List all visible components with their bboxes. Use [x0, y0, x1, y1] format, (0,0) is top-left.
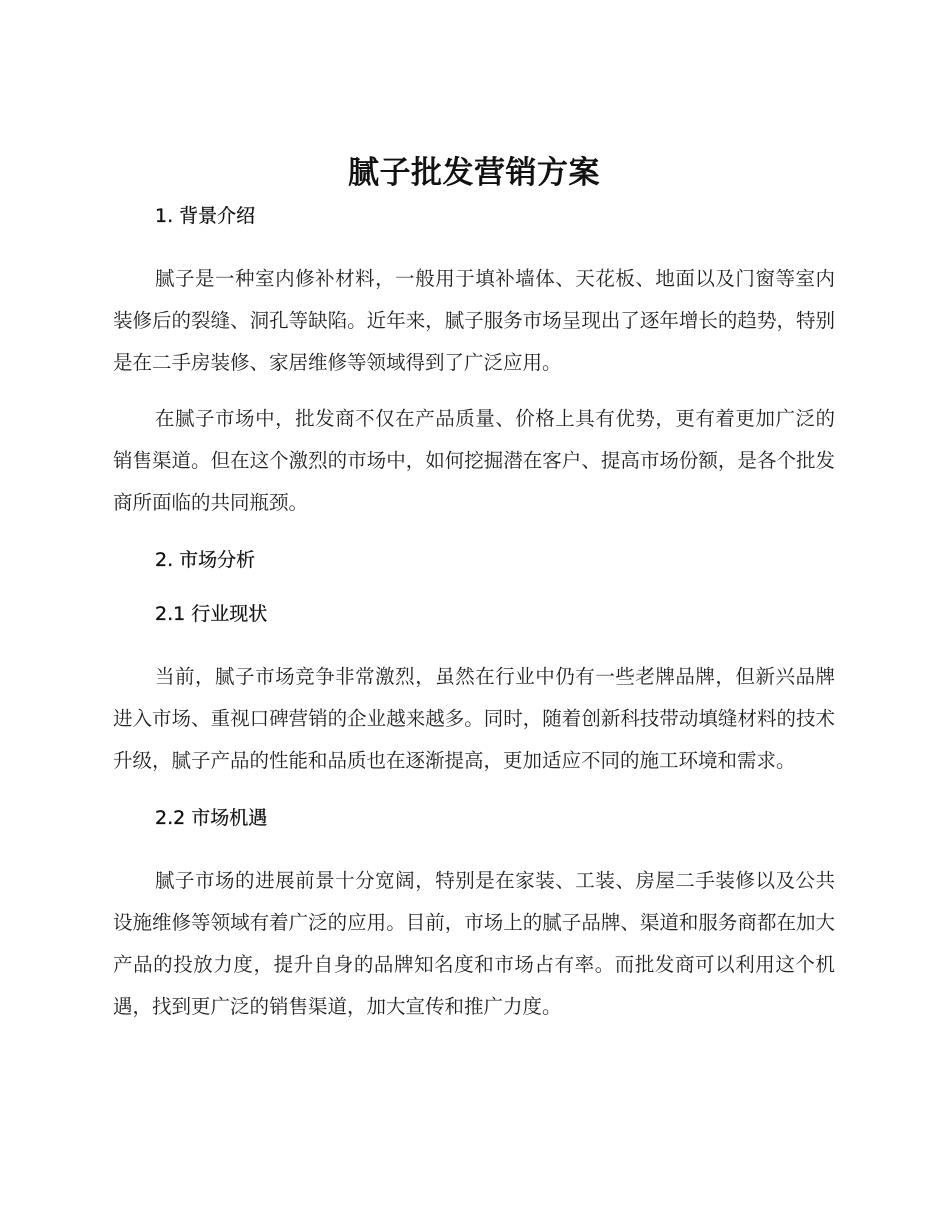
- spacer: [113, 782, 835, 804]
- document-body: [113, 150, 835, 1028]
- paragraph-market-opportunity: 腻子市场的进展前景十分宽阔，特别是在家装、工装、房屋二手装修以及公共设施维修等领域有着广泛的应用。目前，市场上的腻子品牌、渠道和服务商都在加大产品的投放力度，提升自身的品牌知名度和市场占有率。而批发商可以利用这个机遇，找到更广泛的销售渠道，加大宣传和推广力度。: [113, 869, 835, 1018]
- paragraph-industry-status: 当前，腻子市场竞争非常激烈，虽然在行业中仍有一些老牌品牌，但新兴品牌进入市场、重视口碑营销的企业越来越多。同时，随着创新科技带动填缝材料的技术升级，腻子产品的性能和品质也在逐渐提高，更加适应不同的施工环境和需求。: [113, 665, 835, 772]
- document-title: 腻子批发营销方案: [348, 155, 600, 191]
- spacer: [113, 230, 835, 258]
- paragraph-background-2: 在腻子市场中，批发商不仅在产品质量、价格上具有优势，更有着更加广泛的销售渠道。但在这个激烈的市场中，如何挖掘潜在客户、提高市场份额，是各个批发商所面临的共同瓶颈。: [113, 407, 835, 514]
- spacer: [113, 574, 835, 600]
- spacer: [113, 384, 835, 398]
- subsection-heading-industry-status: 2.1 行业现状: [155, 603, 268, 625]
- spacer: [113, 524, 835, 546]
- subsection-heading-market-opportunity: 2.2 市场机遇: [155, 807, 268, 829]
- section-heading-background: 1. 背景介绍: [155, 205, 256, 227]
- spacer: [113, 628, 835, 656]
- paragraph-background-1: 腻子是一种室内修补材料，一般用于填补墙体、天花板、地面以及门窗等室内装修后的裂缝、洞孔等缺陷。近年来，腻子服务市场呈现出了逐年增长的趋势，特别是在二手房装修、家居维修等领域得到了广泛应用。: [113, 267, 835, 374]
- spacer: [113, 832, 835, 860]
- section-heading-market-analysis: 2. 市场分析: [155, 549, 256, 571]
